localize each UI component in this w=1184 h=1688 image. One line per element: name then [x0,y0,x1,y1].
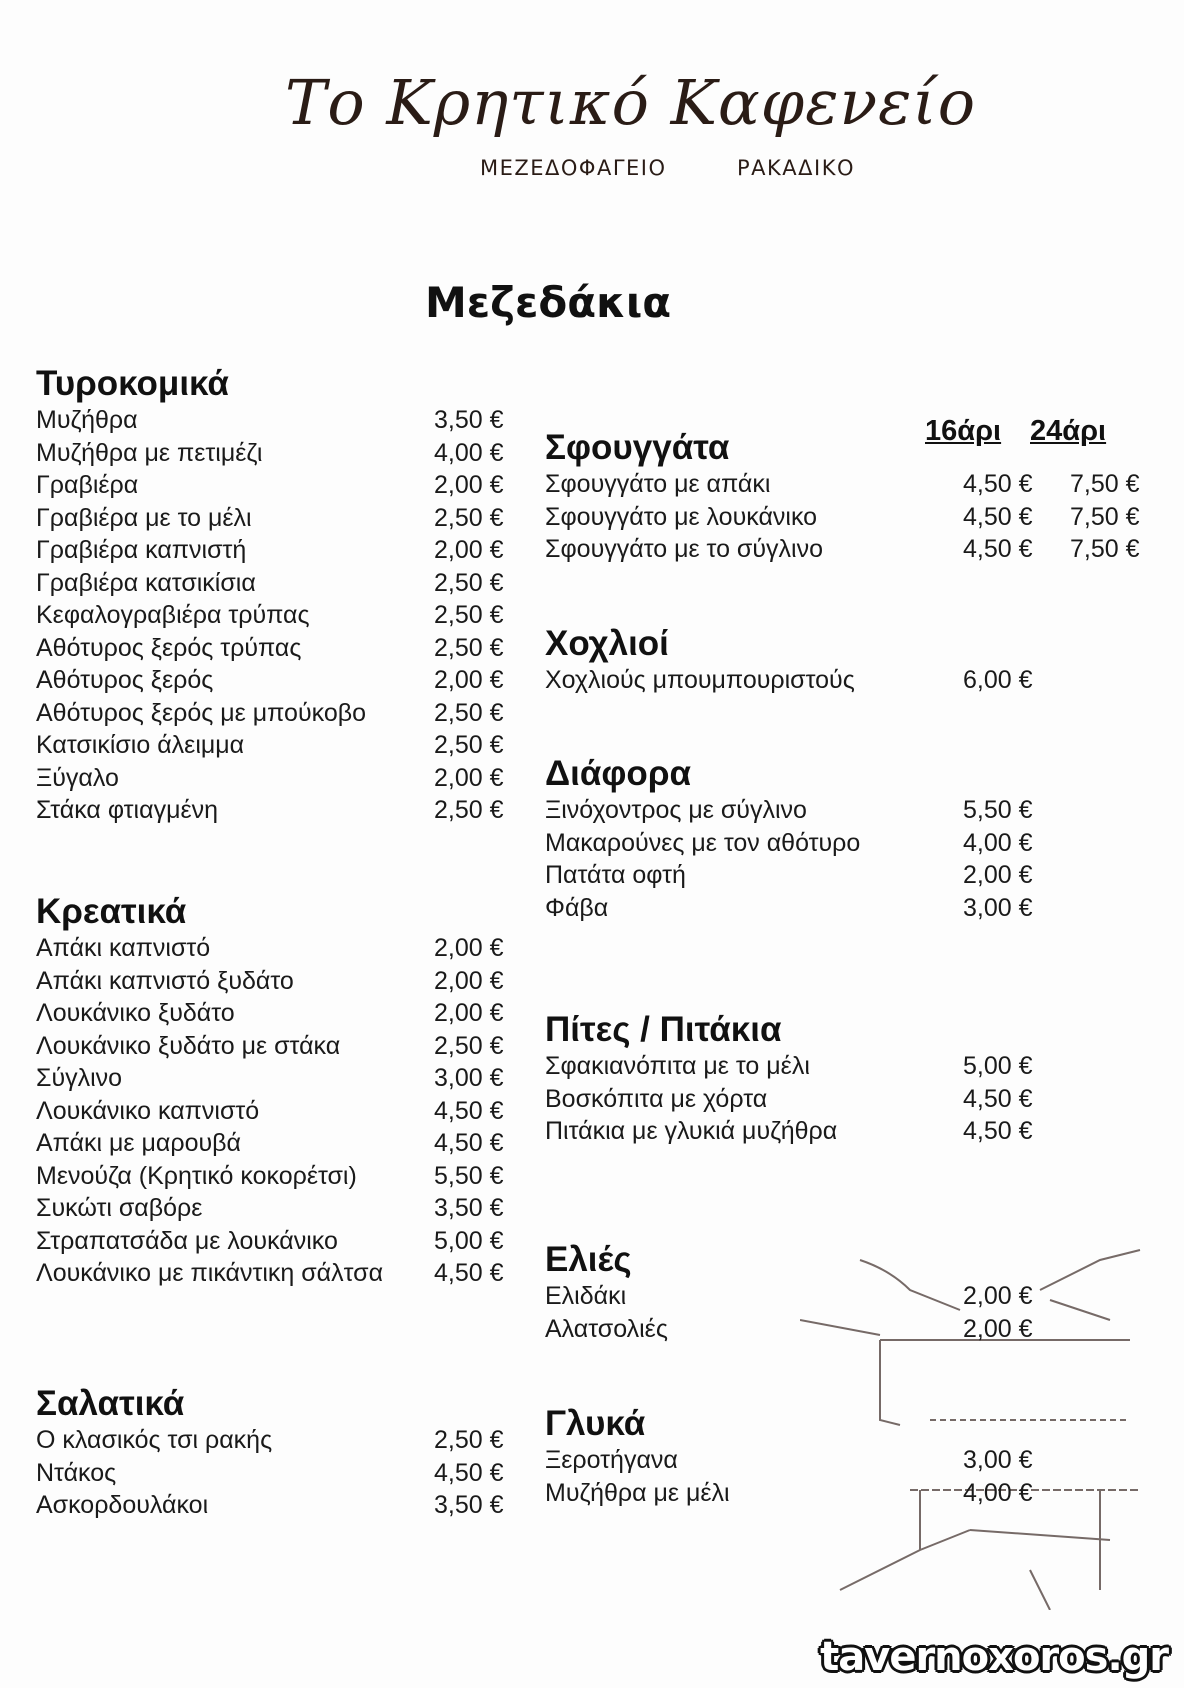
menu-item-price: 2,00 € [434,934,504,962]
menu-item-price: 4,50 € [963,535,1033,563]
menu-item [545,1115,1033,1148]
menu-item [545,1313,1033,1346]
menu-item-price: 4,50 € [434,1129,504,1157]
menu-item-name: Σφακιανόπιτα με το μέλι [545,1052,810,1080]
section-diafora [545,754,1033,924]
menu-item-price: 4,00 € [434,438,504,467]
section-title: Σφουγγάτα [545,428,730,467]
menu-item-price: 2,50 € [434,503,504,532]
menu-item [545,1050,1033,1083]
menu-item [36,469,504,502]
menu-item [36,1160,504,1193]
menu-item-name: Μυζήθρα με πετιμέζι [36,438,263,467]
menu-item-name: Απάκι καπνιστό ξυδάτο [36,966,294,995]
menu-item [545,827,1033,860]
menu-item-name: Ντάκος [36,1458,117,1487]
menu-item [545,533,1140,566]
menu-item-name: Σφουγγάτο με λουκάνικο [545,502,818,531]
menu-item-name: Σφουγγάτο με απάκι [545,470,771,498]
menu-item-price: 2,50 € [434,698,504,727]
section-title: Κρεατικά [36,892,187,931]
menu-item-name: Ξινόχοντρος με σύγλινο [545,796,807,824]
menu-item [545,501,1140,534]
menu-item-name: Λουκάνικο καπνιστό [36,1096,260,1125]
menu-item [36,534,504,567]
menu-item [36,632,504,665]
sketch-illustration [800,1190,1160,1610]
menu-item-price: 4,50 € [963,1084,1033,1113]
menu-item [36,965,504,998]
column-header-16: 16άρι [925,415,1002,447]
menu-item-name: Χοχλιούς μπουμπουριστούς [545,666,855,694]
menu-item [36,567,504,600]
menu-item [545,1083,1033,1116]
menu-item [545,1280,1033,1313]
menu-item-price: 2,00 € [434,471,504,499]
menu-item-name: Γραβιέρα καπνιστή [36,536,247,564]
menu-item-name: Απάκι καπνιστό [36,934,211,962]
menu-item-price: 4,50 € [963,1117,1033,1145]
menu-item-name: Λουκάνικο ξυδάτο [36,999,235,1027]
menu-item-price: 2,00 € [434,536,504,564]
section-salatika [36,1384,504,1522]
menu-item-price: 4,50 € [963,470,1033,498]
menu-item-name: Ο κλασικός τσι ρακής [36,1426,273,1454]
menu-item-name: Στραπατσάδα με λουκάνικο [36,1226,338,1255]
menu-item-price: 2,00 € [963,1282,1033,1310]
menu-item [36,697,504,730]
section-elies [545,1240,1033,1345]
menu-item [36,1424,504,1457]
menu-item-name: Κατσικίσιο άλειμμα [36,731,245,759]
menu-item-name: Μυζήθρα [36,406,138,434]
menu-item [36,502,504,535]
menu-item [545,1444,1033,1477]
menu-item-price: 2,50 € [434,601,504,629]
menu-item-name: Λουκάνικο με πικάντικη σάλτσα [36,1259,384,1287]
menu-item [36,599,504,632]
menu-item-price-large: 7,50 € [1070,535,1140,563]
menu-item [36,1257,504,1290]
menu-item-name: Βοσκόπιτα με χόρτα [545,1084,768,1113]
menu-item-price: 3,50 € [434,1491,504,1519]
menu-item-name: Φάβα [545,893,609,922]
menu-item-price: 3,00 € [963,1446,1033,1474]
menu-item-name: Ξύγαλο [36,763,119,792]
menu-item-name: Συκώτι σαβόρε [36,1194,203,1222]
menu-item [36,762,504,795]
section-pites [545,1010,1033,1148]
menu-item-name: Πατάτα οφτή [545,861,686,889]
menu-item [545,859,1033,892]
menu-item-price: 2,00 € [434,666,504,694]
menu-item [36,997,504,1030]
menu-item-name: Μυζήθρα με μέλι [545,1478,730,1507]
page-title: Μεζεδάκια [425,278,672,327]
menu-item-name: Γραβιέρα κατσικίσια [36,568,256,597]
menu-item-price: 2,50 € [434,633,504,662]
menu-item-name: Αλατσολιές [545,1314,668,1343]
menu-item-name: Γραβιέρα [36,471,139,499]
menu-item-price: 5,00 € [434,1226,504,1255]
menu-item-price: 2,00 € [963,861,1033,889]
menu-item-price: 3,00 € [434,1064,504,1092]
menu-item-price: 4,50 € [434,1259,504,1287]
menu-item-name: Μενούζα (Κρητικό κοκορέτσι) [36,1161,357,1190]
menu-item [36,729,504,762]
column-header-24: 24άρι [1030,415,1107,447]
menu-item [36,1225,504,1258]
menu-item-price: 2,00 € [434,966,504,995]
menu-item-price-large: 7,50 € [1070,470,1140,498]
menu-item-name: Ξεροτήγανα [545,1446,678,1474]
section-glyka [545,1404,1033,1509]
section-title: Διάφορα [545,754,691,793]
menu-item [36,404,504,437]
menu-item [36,1192,504,1225]
menu-item [545,468,1140,501]
menu-item-name: Αθότυρος ξερός τρύπας [36,633,302,662]
menu-item [36,1062,504,1095]
section-title: Χοχλιοί [545,624,669,663]
menu-item-name: Σύγλινο [36,1064,123,1092]
menu-item-name: Πιτάκια με γλυκιά μυζήθρα [545,1117,838,1145]
menu-item [36,1489,504,1522]
menu-item [36,437,504,470]
menu-item-price: 2,50 € [434,731,504,759]
menu-item-name: Ελιδάκι [545,1282,627,1310]
menu-item [36,932,504,965]
menu-item-price: 6,00 € [963,666,1033,694]
menu-item-price: 4,00 € [963,1478,1033,1507]
menu-item-price: 5,50 € [963,796,1033,824]
menu-item-name: Σφουγγάτο με το σύγλινο [545,535,823,563]
section-title: Πίτες / Πιτάκια [545,1010,782,1049]
restaurant-logo [285,66,977,196]
menu-item [545,794,1033,827]
menu-item-price: 5,00 € [963,1052,1033,1080]
menu-item [545,892,1033,925]
menu-item-price: 3,50 € [434,406,504,434]
menu-item [36,1457,504,1490]
logo-subtitle-raki: ΡΑΚΑΔΙΚΟ [737,156,856,180]
menu-item-price-large: 7,50 € [1070,502,1140,531]
menu-item [545,1477,1033,1510]
menu-item-name: Ασκορδουλάκοι [36,1491,209,1519]
menu-item-name: Αθότυρος ξερός [36,666,214,694]
logo-subtitle-meze: ΜΕΖΕΔΟΦΑΓΕΙΟ [480,156,667,180]
menu-item-price: 4,50 € [963,502,1033,531]
section-kreatika [36,892,504,1290]
menu-item [545,664,1033,697]
menu-item-price: 2,50 € [434,568,504,597]
menu-item-price: 3,00 € [963,893,1033,922]
menu-item-name: Γραβιέρα με το μέλι [36,503,252,532]
menu-item [36,664,504,697]
section-hohlioi [545,624,1033,697]
menu-item [36,1095,504,1128]
menu-item-name: Λουκάνικο ξυδάτο με στάκα [36,1031,341,1060]
menu-item-name: Αθότυρος ξερός με μπούκοβο [36,698,367,727]
menu-item-name: Κεφαλογραβιέρα τρύπας [36,601,310,629]
menu-item-name: Μακαρούνες με τον αθότυρο [545,828,861,857]
menu-item-price: 5,50 € [434,1161,504,1190]
watermark: tavernoxoros.gr [820,1634,1168,1680]
menu-item [36,794,504,827]
menu-item-price: 2,00 € [963,1314,1033,1343]
section-title: Ελιές [545,1240,632,1279]
menu-item-price: 2,50 € [434,796,504,824]
menu-item [36,1127,504,1160]
menu-item-price: 3,50 € [434,1194,504,1222]
menu-item-price: 2,50 € [434,1031,504,1060]
menu-item-name: Απάκι με μαρουβά [36,1129,242,1157]
menu-item [36,1030,504,1063]
menu-item-price: 4,50 € [434,1458,504,1487]
section-title: Τυροκομικά [36,364,229,403]
section-title: Σαλατικά [36,1384,185,1423]
logo-title: Το Κρητικό Καφενείο [285,66,977,139]
menu-item-name: Στάκα φτιαγμένη [36,796,219,824]
menu-item-price: 4,50 € [434,1096,504,1125]
menu-item-price: 2,50 € [434,1426,504,1454]
menu-item-price: 2,00 € [434,999,504,1027]
section-tyrokomika [36,364,504,827]
menu-item-price: 4,00 € [963,828,1033,857]
menu-item-price: 2,00 € [434,763,504,792]
section-title: Γλυκά [545,1404,646,1443]
